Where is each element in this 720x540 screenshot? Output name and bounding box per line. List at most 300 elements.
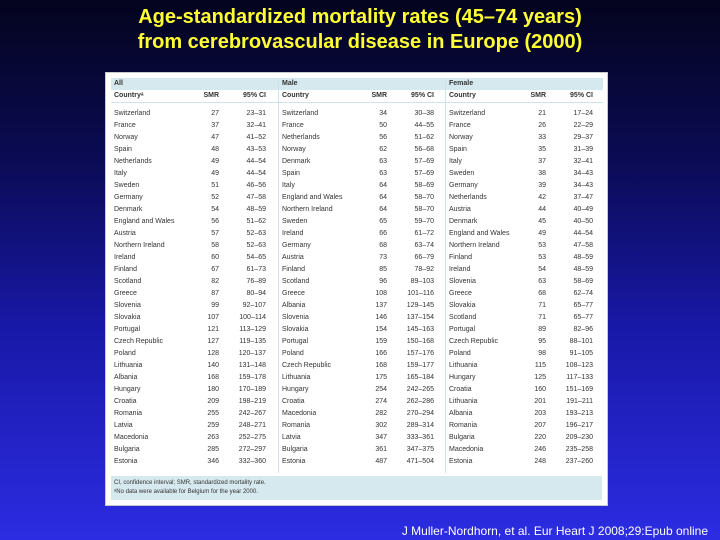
- ci-cell: 47–58: [573, 242, 593, 249]
- country-header: Countryᵃ: [114, 92, 144, 99]
- smr-cell: 38: [538, 170, 546, 177]
- smr-header: SMR: [203, 92, 219, 99]
- country-cell: Croatia: [282, 398, 305, 405]
- ci-cell: 40–50: [573, 218, 593, 225]
- table-row: [111, 360, 278, 372]
- table-row: [446, 336, 603, 348]
- table-row: [446, 108, 603, 120]
- ci-cell: 289–314: [406, 422, 434, 429]
- country-cell: Croatia: [114, 398, 137, 405]
- country-cell: Spain: [114, 146, 132, 153]
- ci-cell: 471–504: [406, 458, 434, 465]
- smr-cell: 45: [538, 218, 546, 225]
- ci-cell: 37–47: [573, 194, 593, 201]
- ci-cell: 347–375: [406, 446, 434, 453]
- smr-cell: 62: [379, 146, 387, 153]
- ci-cell: 91–105: [569, 350, 593, 357]
- smr-cell: 65: [379, 218, 387, 225]
- column-headers: [111, 90, 278, 103]
- smr-cell: 207: [534, 422, 546, 429]
- ci-cell: 56–68: [414, 146, 434, 153]
- ci-cell: 57–69: [414, 158, 434, 165]
- ci-cell: 52–63: [246, 242, 266, 249]
- smr-cell: 302: [375, 422, 387, 429]
- country-cell: Switzerland: [449, 110, 486, 117]
- smr-cell: 128: [207, 350, 219, 357]
- table-row: [446, 444, 603, 456]
- ci-cell: 47–58: [246, 194, 266, 201]
- smr-cell: 248: [534, 458, 546, 465]
- ci-cell: 92–107: [242, 302, 266, 309]
- table-row: [279, 384, 445, 396]
- smr-cell: 346: [207, 458, 219, 465]
- smr-cell: 57: [211, 230, 219, 237]
- smr-cell: 274: [375, 398, 387, 405]
- table-row: [279, 108, 445, 120]
- ci-cell: 48–59: [573, 266, 593, 273]
- smr-cell: 54: [538, 266, 546, 273]
- ci-cell: 66–79: [414, 254, 434, 261]
- table-row: [446, 120, 603, 132]
- country-cell: Sweden: [114, 182, 140, 189]
- table-row: [279, 336, 445, 348]
- ci-cell: 54–65: [246, 254, 266, 261]
- ci-header: 95% CI: [243, 92, 266, 99]
- smr-cell: 220: [534, 434, 546, 441]
- smr-cell: 63: [379, 158, 387, 165]
- ci-cell: 119–135: [239, 338, 266, 345]
- table-row: [279, 348, 445, 360]
- smr-cell: 82: [211, 278, 219, 285]
- country-cell: Austria: [282, 254, 304, 261]
- ci-cell: 44–54: [246, 158, 266, 165]
- table-row: [279, 120, 445, 132]
- ci-cell: 30–38: [414, 110, 434, 117]
- country-cell: Poland: [114, 350, 136, 357]
- country-cell: France: [449, 122, 471, 129]
- country-cell: Austria: [114, 230, 136, 237]
- table-row: [111, 156, 278, 168]
- ci-cell: 34–43: [573, 170, 593, 177]
- smr-cell: 35: [538, 146, 546, 153]
- smr-cell: 125: [534, 374, 546, 381]
- country-cell: Slovenia: [114, 302, 141, 309]
- table-row: [279, 192, 445, 204]
- smr-cell: 282: [375, 410, 387, 417]
- country-cell: Norway: [114, 134, 138, 141]
- country-cell: England and Wales: [282, 194, 343, 201]
- group-all: [111, 78, 278, 473]
- table-row: [446, 216, 603, 228]
- table-row: [279, 420, 445, 432]
- table-row: [111, 108, 278, 120]
- ci-cell: 46–56: [246, 182, 266, 189]
- column-headers: [446, 90, 603, 103]
- table-row: [446, 324, 603, 336]
- country-cell: Latvia: [282, 434, 301, 441]
- ci-cell: 57–69: [414, 170, 434, 177]
- table-row: [111, 408, 278, 420]
- column-headers: [279, 90, 445, 103]
- table-row: [279, 228, 445, 240]
- country-cell: Greece: [114, 290, 137, 297]
- ci-cell: 150–168: [406, 338, 434, 345]
- smr-cell: 160: [534, 386, 546, 393]
- group-heading: Female: [446, 78, 603, 90]
- smr-cell: 127: [207, 338, 219, 345]
- ci-cell: 242–267: [238, 410, 266, 417]
- smr-cell: 140: [207, 362, 219, 369]
- table-row: [446, 420, 603, 432]
- ci-cell: 333–361: [406, 434, 434, 441]
- ci-cell: 80–94: [246, 290, 266, 297]
- country-cell: Austria: [449, 206, 471, 213]
- country-cell: Sweden: [282, 218, 308, 225]
- ci-cell: 332–360: [238, 458, 266, 465]
- country-cell: Czech Republic: [282, 362, 332, 369]
- table-row: [111, 180, 278, 192]
- country-cell: Albania: [282, 302, 306, 309]
- country-cell: Lithuania: [114, 362, 143, 369]
- country-cell: Slovenia: [449, 278, 476, 285]
- ci-cell: 44–54: [246, 170, 266, 177]
- country-cell: Albania: [449, 410, 473, 417]
- smr-cell: 68: [379, 242, 387, 249]
- table-row: [279, 360, 445, 372]
- table-row: [446, 384, 603, 396]
- smr-cell: 48: [211, 146, 219, 153]
- table-row: [446, 132, 603, 144]
- country-cell: Portugal: [114, 326, 141, 333]
- country-cell: Netherlands: [282, 134, 320, 141]
- smr-cell: 180: [207, 386, 219, 393]
- table-row: [446, 252, 603, 264]
- ci-cell: 248–271: [238, 422, 266, 429]
- country-cell: Croatia: [449, 386, 472, 393]
- ci-cell: 59–70: [414, 218, 434, 225]
- table-row: [111, 432, 278, 444]
- smr-cell: 137: [375, 302, 387, 309]
- ci-cell: 43–53: [246, 146, 266, 153]
- country-cell: Italy: [114, 170, 127, 177]
- smr-cell: 53: [538, 254, 546, 261]
- ci-cell: 113–129: [239, 326, 266, 333]
- ci-cell: 165–184: [406, 374, 434, 381]
- country-cell: Estonia: [282, 458, 306, 465]
- country-cell: Italy: [449, 158, 462, 165]
- smr-cell: 52: [211, 194, 219, 201]
- table-row: [279, 252, 445, 264]
- smr-cell: 56: [211, 218, 219, 225]
- smr-cell: 175: [375, 374, 387, 381]
- country-cell: Portugal: [282, 338, 309, 345]
- ci-cell: 159–178: [238, 374, 266, 381]
- country-cell: Spain: [449, 146, 467, 153]
- country-cell: Finland: [282, 266, 305, 273]
- smr-cell: 98: [538, 350, 546, 357]
- smr-header: SMR: [530, 92, 546, 99]
- smr-cell: 37: [538, 158, 546, 165]
- country-cell: Slovakia: [282, 326, 309, 333]
- country-cell: Romania: [114, 410, 143, 417]
- ci-cell: 22–29: [573, 122, 593, 129]
- country-cell: Greece: [449, 290, 472, 297]
- smr-cell: 87: [211, 290, 219, 297]
- smr-cell: 203: [534, 410, 546, 417]
- smr-cell: 66: [379, 230, 387, 237]
- country-cell: Sweden: [449, 170, 475, 177]
- ci-cell: 131–148: [238, 362, 266, 369]
- smr-cell: 21: [538, 110, 546, 117]
- group-heading: Male: [279, 78, 445, 90]
- smr-cell: 49: [211, 170, 219, 177]
- table-row: [446, 240, 603, 252]
- smr-cell: 73: [379, 254, 387, 261]
- ci-cell: 51–62: [414, 134, 434, 141]
- country-cell: Romania: [449, 422, 478, 429]
- smr-cell: 85: [379, 266, 387, 273]
- smr-cell: 64: [379, 194, 387, 201]
- ci-cell: 31–39: [573, 146, 593, 153]
- smr-cell: 37: [211, 122, 219, 129]
- smr-cell: 254: [375, 386, 387, 393]
- ci-cell: 100–114: [239, 314, 266, 321]
- ci-cell: 137–154: [406, 314, 434, 321]
- table-row: [446, 228, 603, 240]
- ci-cell: 117–133: [566, 374, 593, 381]
- ci-cell: 29–37: [573, 134, 593, 141]
- country-header: Country: [282, 92, 309, 99]
- table-row: [111, 144, 278, 156]
- ci-cell: 270–294: [406, 410, 434, 417]
- table-row: [111, 276, 278, 288]
- table-row: [446, 168, 603, 180]
- ci-cell: 170–189: [238, 386, 266, 393]
- table-row: [446, 276, 603, 288]
- table-row: [446, 300, 603, 312]
- table-row: [446, 456, 603, 468]
- smr-cell: 255: [207, 410, 219, 417]
- table-row: [279, 132, 445, 144]
- group-female: [445, 78, 603, 473]
- smr-cell: 42: [538, 194, 546, 201]
- smr-cell: 146: [375, 314, 387, 321]
- ci-cell: 44–54: [573, 230, 593, 237]
- ci-cell: 151–169: [565, 386, 593, 393]
- country-cell: Albania: [114, 374, 138, 381]
- smr-cell: 49: [538, 230, 546, 237]
- country-cell: Finland: [449, 254, 472, 261]
- country-cell: Macedonia: [282, 410, 317, 417]
- table-row: [111, 216, 278, 228]
- ci-cell: 159–177: [406, 362, 434, 369]
- country-cell: Netherlands: [114, 158, 152, 165]
- country-cell: France: [114, 122, 136, 129]
- country-cell: Czech Republic: [449, 338, 499, 345]
- smr-cell: 71: [538, 314, 546, 321]
- country-cell: Germany: [282, 242, 311, 249]
- smr-cell: 50: [379, 122, 387, 129]
- ci-cell: 196–217: [565, 422, 593, 429]
- table-row: [446, 204, 603, 216]
- smr-cell: 63: [538, 278, 546, 285]
- smr-cell: 285: [207, 446, 219, 453]
- country-cell: Greece: [282, 290, 305, 297]
- country-cell: Hungary: [114, 386, 141, 393]
- ci-cell: 52–63: [246, 230, 266, 237]
- country-cell: Lithuania: [449, 398, 478, 405]
- country-cell: Germany: [114, 194, 143, 201]
- country-cell: Scotland: [449, 314, 477, 321]
- country-cell: England and Wales: [449, 230, 510, 237]
- table-row: [279, 204, 445, 216]
- country-cell: Germany: [449, 182, 478, 189]
- table-row: [279, 396, 445, 408]
- ci-cell: 198–219: [238, 398, 266, 405]
- ci-cell: 78–92: [414, 266, 434, 273]
- smr-cell: 27: [211, 110, 219, 117]
- table-row: [111, 264, 278, 276]
- table-row: [111, 204, 278, 216]
- table-row: [446, 288, 603, 300]
- country-cell: Slovakia: [114, 314, 141, 321]
- smr-cell: 58: [211, 242, 219, 249]
- slide-title: [0, 5, 720, 55]
- table-row: [111, 240, 278, 252]
- smr-cell: 34: [379, 110, 387, 117]
- smr-cell: 246: [534, 446, 546, 453]
- ci-cell: 262–286: [406, 398, 434, 405]
- ci-cell: 252–275: [238, 434, 266, 441]
- smr-cell: 108: [375, 290, 387, 297]
- ci-cell: 58–70: [414, 206, 434, 213]
- table-row: [111, 192, 278, 204]
- table-row: [446, 312, 603, 324]
- table-row: [111, 396, 278, 408]
- smr-cell: 487: [375, 458, 387, 465]
- country-cell: Bulgaria: [282, 446, 308, 453]
- table-row: [279, 444, 445, 456]
- country-cell: Macedonia: [114, 434, 149, 441]
- smr-cell: 159: [375, 338, 387, 345]
- country-cell: Ireland: [449, 266, 471, 273]
- country-cell: Czech Republic: [114, 338, 164, 345]
- group-heading: All: [111, 78, 278, 90]
- smr-cell: 96: [379, 278, 387, 285]
- country-cell: Hungary: [282, 386, 309, 393]
- country-cell: Poland: [449, 350, 471, 357]
- country-cell: Italy: [282, 182, 295, 189]
- table-row: [279, 324, 445, 336]
- smr-cell: 347: [375, 434, 387, 441]
- country-cell: Northern Ireland: [449, 242, 500, 249]
- smr-cell: 154: [375, 326, 387, 333]
- ci-cell: 108–123: [565, 362, 593, 369]
- table-row: [446, 156, 603, 168]
- table-row: [279, 264, 445, 276]
- ci-header: 95% CI: [570, 92, 593, 99]
- smr-cell: 39: [538, 182, 546, 189]
- country-cell: Estonia: [449, 458, 473, 465]
- ci-cell: 193–213: [565, 410, 593, 417]
- title-line-2: from cerebrovascular disease in Europe (2000): [137, 31, 583, 53]
- table-row: [446, 372, 603, 384]
- footnote-abbreviations: CI, confidence interval; SMR, standardized mortality rate.: [114, 480, 266, 486]
- table-panel: [105, 72, 608, 506]
- country-cell: Portugal: [449, 326, 476, 333]
- footnote-belgium: ᵃNo data were available for Belgium for the year 2000.: [114, 489, 258, 495]
- table-row: [279, 216, 445, 228]
- table-row: [446, 192, 603, 204]
- table-row: [279, 408, 445, 420]
- table-row: [279, 180, 445, 192]
- ci-cell: 82–96: [573, 326, 593, 333]
- country-cell: Finland: [114, 266, 137, 273]
- smr-cell: 47: [211, 134, 219, 141]
- ci-cell: 17–24: [573, 110, 593, 117]
- country-cell: Slovakia: [449, 302, 476, 309]
- ci-cell: 157–176: [406, 350, 434, 357]
- ci-cell: 65–77: [573, 302, 593, 309]
- smr-cell: 63: [379, 170, 387, 177]
- ci-cell: 32–41: [246, 122, 266, 129]
- ci-cell: 191–211: [566, 398, 593, 405]
- table-row: [111, 228, 278, 240]
- smr-cell: 53: [538, 242, 546, 249]
- country-cell: Switzerland: [114, 110, 151, 117]
- table-row: [111, 384, 278, 396]
- ci-cell: 40–49: [573, 206, 593, 213]
- smr-cell: 166: [375, 350, 387, 357]
- table-row: [446, 432, 603, 444]
- ci-cell: 48–59: [573, 254, 593, 261]
- table-row: [279, 432, 445, 444]
- smr-cell: 54: [211, 206, 219, 213]
- country-cell: Scotland: [282, 278, 310, 285]
- table-row: [279, 156, 445, 168]
- table-row: [111, 312, 278, 324]
- smr-cell: 361: [375, 446, 387, 453]
- table-row: [111, 132, 278, 144]
- smr-cell: 49: [211, 158, 219, 165]
- ci-cell: 65–77: [573, 314, 593, 321]
- country-cell: Norway: [449, 134, 473, 141]
- table-row: [279, 168, 445, 180]
- country-cell: England and Wales: [114, 218, 175, 225]
- table-row: [446, 396, 603, 408]
- smr-cell: 115: [534, 362, 546, 369]
- table-row: [279, 144, 445, 156]
- country-cell: Romania: [282, 422, 311, 429]
- country-cell: Scotland: [114, 278, 142, 285]
- smr-cell: 44: [538, 206, 546, 213]
- table-row: [111, 444, 278, 456]
- smr-cell: 68: [538, 290, 546, 297]
- country-cell: Estonia: [114, 458, 138, 465]
- ci-cell: 237–260: [565, 458, 593, 465]
- ci-cell: 89–103: [410, 278, 434, 285]
- smr-cell: 121: [207, 326, 219, 333]
- country-header: Country: [449, 92, 476, 99]
- smr-cell: 95: [538, 338, 546, 345]
- table-row: [279, 312, 445, 324]
- table-row: [446, 348, 603, 360]
- table-row: [279, 300, 445, 312]
- ci-cell: 32–41: [573, 158, 593, 165]
- smr-cell: 107: [207, 314, 219, 321]
- table-row: [446, 144, 603, 156]
- ci-cell: 235–258: [565, 446, 593, 453]
